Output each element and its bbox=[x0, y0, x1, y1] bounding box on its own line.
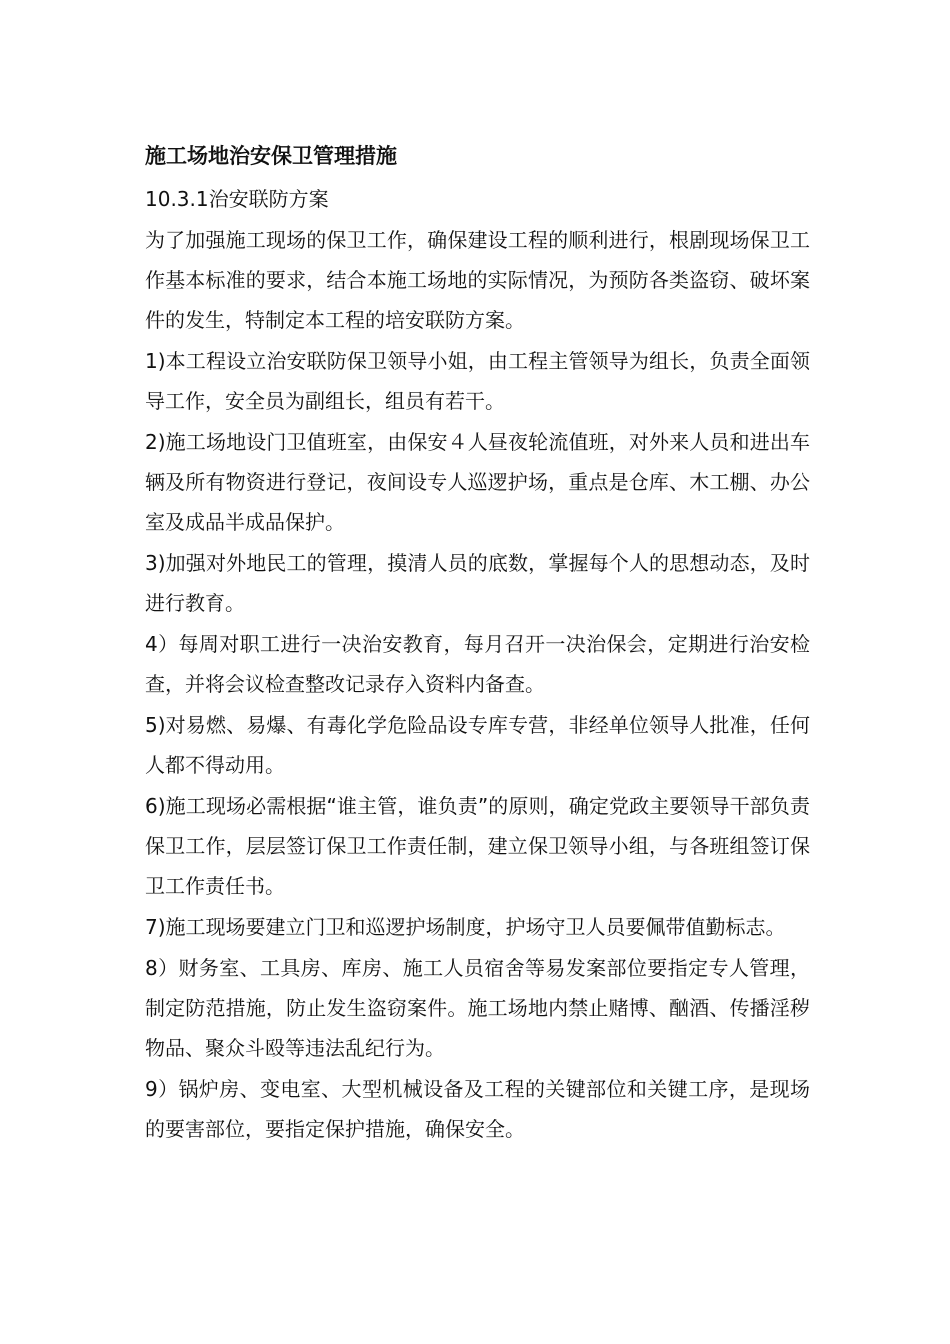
paragraph-item-1: 1)本工程设立治安联防保卫领导小姐，由工程主管领导为组长，负责全面领导工作，安全员为副组长，组员有若干。 bbox=[145, 349, 810, 413]
paragraph-item-5: 5)对易燃、易爆、有毒化学危险品设专库专营，非经单位领导人批准，任何人都不得动用。 bbox=[145, 713, 810, 777]
paragraph-item-9: 9）锅炉房、变电室、大型机械设备及工程的关键部位和关键工序，是现场的要害部位，要指定保护措施，确保安全。 bbox=[145, 1077, 810, 1141]
paragraph-item-2: 2)施工场地设门卫值班室，由保安４人昼夜轮流值班，对外来人员和进出车辆及所有物资进行登记，夜间设专人巡逻护场，重点是仓库、木工棚、办公室及成品半成品保护。 bbox=[145, 430, 810, 534]
section-heading: 10.3.1治安联防方案 bbox=[145, 187, 329, 211]
paragraph-item-3: 3)加强对外地民工的管理，摸清人员的底数，掌握每个人的思想动态，及时进行教育。 bbox=[145, 551, 810, 615]
paragraph-item-8: 8）财务室、工具房、库房、施工人员宿舍等易发案部位要指定专人管理，制定防范措施，防止发生盗窃案件。施工场地内禁止赌博、酗酒、传播淫秽物品、聚众斗殴等违法乱纪行为。 bbox=[145, 956, 810, 1060]
paragraph-item-6: 6)施工现场必需根据“谁主管，谁负责”的原则，确定党政主要领导干部负责保卫工作，层层签订保卫工作责任制，建立保卫领导小组，与各班组签订保卫工作责任书。 bbox=[145, 794, 810, 898]
document-title: 施工场地治安保卫管理措施 bbox=[145, 144, 397, 168]
paragraph-item-7: 7)施工现场要建立门卫和巡逻护场制度，护场守卫人员要佩带值勤标志。 bbox=[145, 915, 786, 939]
paragraph-item-4: 4）每周对职工进行一决治安教育，每月召开一决治保会，定期进行治安检查，并将会议检查整改记录存入资料内备查。 bbox=[145, 632, 810, 696]
document-page bbox=[145, 140, 810, 1150]
paragraph-intro: 为了加强施工现场的保卫工作，确保建设工程的顺利进行，根剧现场保卫工作基本标准的要求，结合本施工场地的实际情况，为预防各类盗窃、破坏案件的发生，特制定本工程的培安联防方案。 bbox=[145, 228, 810, 332]
